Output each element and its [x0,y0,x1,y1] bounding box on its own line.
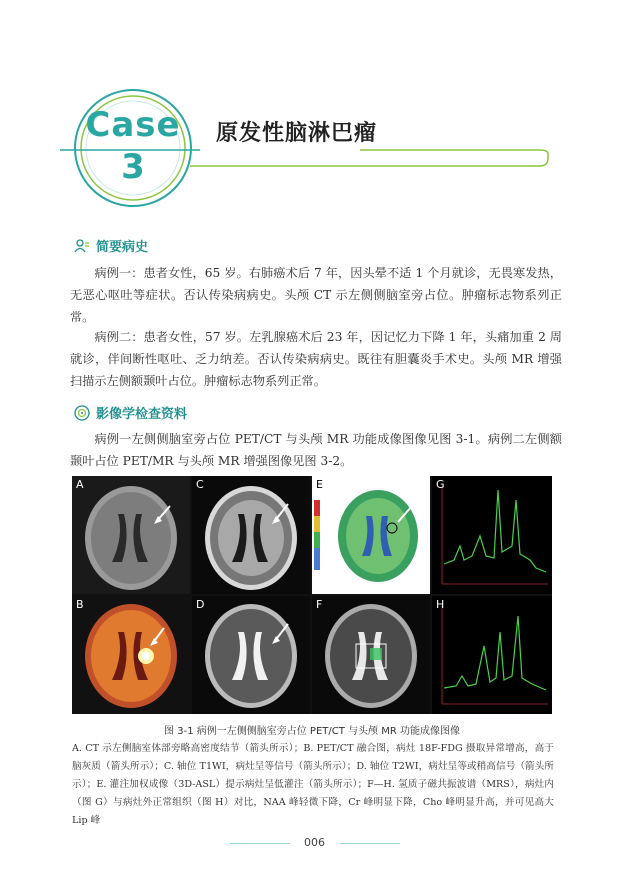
panel-label-a: A [76,478,84,491]
panel-label-c: C [196,478,204,491]
mrs-localizer-image [312,596,430,714]
page-number: 006 [304,836,325,849]
imaging-text: 病例一左侧侧脑室旁占位 PET/CT 与头颅 MR 功能成像图像见图 3-1。病例二左侧额颞叶占位 PET/MR 与头颅 MR 增强图像见图 3-2。 [70,432,562,468]
history-case2: 病例二：患者女性，57 岁。左乳腺癌术后 23 年，因记忆力下降 1 年，头痛加重 2 周就诊，伴间断性呕吐、乏力纳差。否认传染病病史。既往有胆囊炎手术史。头颅 MR 增强扫描示左侧额颞叶占位。肿瘤标志物系列正常。 [70,330,562,388]
figure-3-1 [72,476,552,714]
person-icon [74,239,90,253]
ct-brain-image [72,476,190,594]
panel-label-b: B [76,598,84,611]
panel-c-t1wi [192,476,310,594]
case-number: 3 [121,147,145,187]
imaging-heading [74,403,187,422]
petct-fusion-image [72,596,190,714]
imaging-heading-label: 影像学检查资料 [96,407,188,422]
panel-g-spectrum [432,476,552,594]
panel-a-ct [72,476,190,594]
panel-h-spectrum [432,596,552,714]
panel-label-e: E [316,478,323,491]
figure-note: A. CT 示左侧脑室体部旁略高密度结节（箭头所示）；B. PET/CT 融合图，病灶 18F-FDG 摄取异常增高，高于脑灰质（箭头所示）；C. 轴位 T1WI，病灶呈等信号（箭头所示）；D. 轴位 T2WI，病灶呈等或稍高信号（箭头所示）；E. 灌注加权成像（3D-ASL）提示病灶呈低灌注（箭头所示）；F—H. 氢质子磁共振波谱（MRS），病灶内（图 G）与病灶外正常组织（图 H）对比，NAA 峰轻微下降，Cr 峰明显下降，Cho 峰明显升高，并可见高大 Lip 峰 [72,743,554,826]
panel-label-d: D [196,598,205,611]
panel-label-h: H [436,598,445,611]
t1wi-image [192,476,310,594]
panel-b-petct [72,596,190,714]
history-heading [74,236,148,255]
t2wi-image [192,596,310,714]
figure-caption: 图 3-1 病例一左侧侧脑室旁占位 PET/CT 与头颅 MR 功能成像图像 [164,726,460,737]
panel-d-t2wi [192,596,310,714]
scan-icon [74,405,90,421]
panel-label-f: F [316,598,323,611]
history-case1: 病例一：患者女性，65 岁。右肺癌术后 7 年，因头晕不适 1 个月就诊，无畏寒发热，无恶心呕吐等症状。否认传染病病史。头颅 CT 示左侧侧脑室旁占位。肿瘤标志物系列正常。 [70,266,562,324]
asl-perfusion-image [312,476,430,594]
panel-f-mrs-localizer [312,596,430,714]
history-heading-label: 简要病史 [96,240,149,255]
mrs-spectrum-lesion [432,476,552,594]
case-word: Case [85,105,181,145]
panel-label-g: G [436,478,445,491]
mrs-spectrum-normal [432,596,552,714]
panel-e-asl [312,476,430,594]
page-title: 原发性脑淋巴瘤 [216,121,378,146]
